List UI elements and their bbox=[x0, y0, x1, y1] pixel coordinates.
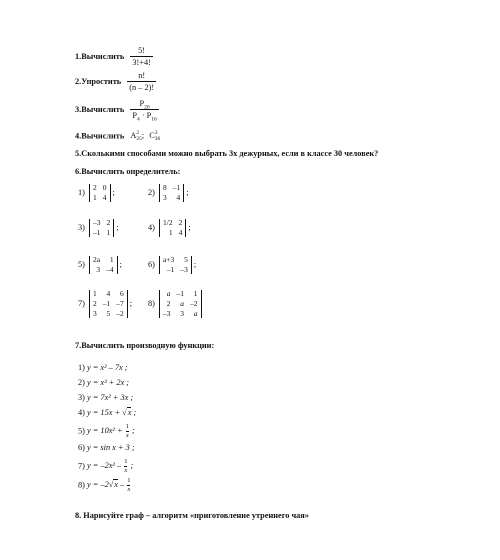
task-3-den-p2: P bbox=[146, 111, 152, 121]
deriv-2-number: 2) bbox=[78, 378, 85, 387]
deriv-3 bbox=[78, 393, 133, 402]
deriv-4-part-b: ; bbox=[131, 408, 137, 417]
det-5 bbox=[78, 256, 122, 274]
det-5-matrix bbox=[89, 256, 118, 274]
deriv-4-part-a: y = 15x + bbox=[87, 408, 123, 417]
deriv-2 bbox=[78, 378, 129, 387]
task-3-denominator bbox=[130, 109, 158, 123]
det-cell: 2 bbox=[178, 218, 183, 227]
deriv-7-number: 7) bbox=[78, 461, 85, 471]
task-3-label: 3.Вычислить bbox=[75, 105, 125, 115]
deriv-6 bbox=[78, 443, 135, 452]
det-1 bbox=[78, 184, 115, 202]
deriv-7 bbox=[78, 459, 133, 474]
det-1-matrix bbox=[89, 184, 111, 202]
task-3-fraction bbox=[130, 100, 158, 121]
task-1 bbox=[75, 47, 153, 68]
task-4-a-sup: 2 bbox=[136, 130, 140, 136]
det-2-matrix bbox=[159, 184, 184, 202]
det-cell: 1 bbox=[168, 227, 173, 237]
det-cell: 2 bbox=[93, 183, 97, 192]
task-4-a-sub: 25 bbox=[136, 135, 142, 142]
det-cell: –3 bbox=[93, 218, 101, 227]
det-7-semicolon: ; bbox=[129, 299, 133, 309]
det-cell: 4 bbox=[176, 192, 181, 202]
deriv-7-fraction bbox=[124, 459, 127, 474]
det-4 bbox=[148, 219, 191, 237]
deriv-5-part-a: y = 10x² + bbox=[87, 426, 125, 436]
deriv-5-number: 5) bbox=[78, 426, 85, 436]
det-cell: 5 bbox=[184, 255, 188, 264]
det-cell: 2 bbox=[93, 298, 97, 308]
det-cell: a bbox=[193, 308, 198, 318]
det-8-label: 8) bbox=[148, 299, 155, 309]
det-4-semicolon: ; bbox=[188, 223, 191, 233]
deriv-1-number: 1) bbox=[78, 363, 85, 372]
det-cell: a+3 bbox=[163, 255, 175, 264]
det-cell: 3 bbox=[93, 308, 97, 318]
det-4-label: 4) bbox=[148, 223, 155, 233]
det-cell: 2 bbox=[106, 218, 111, 227]
deriv-5-fden: x bbox=[125, 431, 129, 439]
task-2-fraction bbox=[127, 72, 156, 93]
task-4-sep: ; bbox=[141, 131, 145, 141]
det-cell: –3 bbox=[163, 308, 171, 318]
deriv-5-fraction bbox=[126, 424, 129, 439]
deriv-4 bbox=[78, 408, 136, 417]
deriv-3-number: 3) bbox=[78, 393, 85, 402]
task-1-denominator: 3!+4! bbox=[132, 58, 151, 68]
deriv-7-part-b: ; bbox=[128, 461, 134, 471]
deriv-2-expr: y = x³ + 2x ; bbox=[87, 378, 130, 387]
det-cell: –1 bbox=[102, 298, 111, 308]
det-1-label: 1) bbox=[78, 188, 85, 198]
deriv-7-fnum: 1 bbox=[124, 458, 128, 465]
task-4-c-sub: 36 bbox=[154, 135, 161, 142]
det-cell: –1 bbox=[172, 183, 181, 192]
task-1-label: 1.Вычислить bbox=[75, 52, 125, 62]
det-7 bbox=[78, 290, 132, 318]
deriv-4-number: 4) bbox=[78, 408, 85, 417]
det-1-semicolon: ; bbox=[112, 188, 115, 198]
det-cell: 4 bbox=[178, 227, 183, 237]
task-3-den-dot: · bbox=[141, 111, 145, 121]
deriv-5 bbox=[78, 424, 135, 439]
deriv-6-number: 6) bbox=[78, 443, 85, 452]
task-2 bbox=[75, 72, 156, 93]
det-cell: –2 bbox=[190, 298, 198, 308]
det-5-label: 5) bbox=[78, 260, 85, 270]
deriv-3-expr: y = 7x² + 3x ; bbox=[87, 393, 134, 402]
det-cell: –4 bbox=[106, 264, 114, 274]
det-4-matrix bbox=[159, 219, 186, 237]
task-3-num-p: P bbox=[139, 99, 145, 108]
det-cell: 1 bbox=[93, 289, 97, 298]
task-4 bbox=[75, 131, 160, 142]
deriv-1 bbox=[78, 363, 128, 372]
det-cell: a bbox=[166, 289, 171, 298]
det-cell: 0 bbox=[102, 183, 107, 192]
task-1-numerator: 5! bbox=[138, 46, 146, 55]
det-cell: 2 bbox=[166, 298, 171, 308]
det-2-semicolon: ; bbox=[186, 188, 189, 198]
task-4-expression bbox=[130, 131, 160, 140]
det-cell: 2a bbox=[93, 255, 101, 264]
det-7-label: 7) bbox=[78, 299, 85, 309]
deriv-8-expr: y = –2√x – $\frac{1}{x}$ bbox=[87, 477, 131, 493]
task-1-fraction bbox=[130, 47, 153, 68]
deriv-8-fnum: 1 bbox=[127, 477, 131, 484]
det-cell: 1 bbox=[93, 192, 97, 202]
det-cell: –1 bbox=[166, 264, 175, 274]
det-6 bbox=[148, 256, 196, 274]
det-cell: –7 bbox=[116, 298, 124, 308]
det-cell: 1/2 bbox=[163, 218, 173, 227]
task-8-text: 8. Нарисуйте граф – алгоритм «приготовление утреннего чая» bbox=[75, 511, 309, 520]
deriv-1-expr: y = x² – 7x ; bbox=[87, 363, 128, 372]
task-4-label: 4.Вычислить bbox=[75, 131, 125, 141]
deriv-6-expr: y = sin x + 3 ; bbox=[87, 443, 135, 452]
det-5-semicolon: ; bbox=[119, 260, 122, 270]
det-2 bbox=[148, 184, 189, 202]
det-cell: –1 bbox=[93, 227, 101, 237]
det-cell: 3 bbox=[163, 192, 167, 202]
det-3-label: 3) bbox=[78, 223, 85, 233]
det-cell: 1 bbox=[193, 289, 198, 298]
task-3-den-sub2: 16 bbox=[151, 116, 157, 123]
task-3-den-sub1: 4 bbox=[136, 116, 140, 123]
det-cell: a bbox=[180, 298, 184, 308]
deriv-5-fnum: 1 bbox=[125, 423, 129, 430]
deriv-4-expr: y = 15x + √x ; bbox=[87, 408, 137, 417]
deriv-7-fden: x bbox=[124, 466, 128, 474]
task-2-numerator: n! bbox=[138, 71, 146, 80]
task-4-c-sup: 3 bbox=[154, 130, 158, 136]
det-cell: 5 bbox=[106, 308, 111, 318]
det-6-matrix bbox=[159, 256, 192, 274]
det-cell: 4 bbox=[106, 289, 111, 298]
det-cell: 1 bbox=[106, 227, 111, 237]
task-5-text: 5.Сколькими способами можно выбрать 3х дежурных, если в классе 30 человек? bbox=[75, 149, 379, 158]
det-cell: 3 bbox=[96, 264, 101, 274]
deriv-5-part-b: ; bbox=[129, 426, 135, 436]
det-cell: 8 bbox=[163, 183, 167, 192]
det-3 bbox=[78, 219, 119, 237]
task-6-heading: 6.Вычислить определитель: bbox=[75, 167, 181, 176]
det-8-matrix bbox=[159, 290, 202, 318]
det-cell: 4 bbox=[102, 192, 107, 202]
deriv-8-part-mid: – bbox=[117, 480, 127, 490]
det-8 bbox=[148, 290, 202, 318]
deriv-5-expr bbox=[87, 423, 135, 439]
det-cell: 1 bbox=[109, 255, 114, 264]
task-3-numerator bbox=[138, 100, 152, 109]
det-3-semicolon: ; bbox=[116, 223, 119, 233]
det-cell: –3 bbox=[180, 264, 188, 274]
det-cell: 3 bbox=[180, 308, 184, 318]
deriv-8-fden: x bbox=[127, 485, 131, 493]
det-6-label: 6) bbox=[148, 260, 155, 270]
deriv-8-fraction bbox=[127, 478, 130, 493]
det-cell: –1 bbox=[176, 289, 184, 298]
deriv-8-number: 8) bbox=[78, 480, 85, 490]
deriv-7-part-a: y = –2x² – bbox=[87, 461, 124, 471]
deriv-8 bbox=[78, 478, 132, 493]
deriv-8-sqrt: x bbox=[114, 480, 118, 490]
deriv-8-part-a: y = –2 bbox=[87, 480, 109, 490]
deriv-4-sqrt: x bbox=[127, 408, 132, 417]
task-3-den-p1: P bbox=[132, 111, 137, 121]
task-4-a: A bbox=[130, 131, 137, 141]
task-4-c: C bbox=[149, 131, 155, 141]
det-3-matrix bbox=[89, 219, 114, 237]
task-2-label: 2.Упростить bbox=[75, 77, 122, 87]
task-2-denominator: (n – 2)! bbox=[129, 83, 155, 93]
deriv-7-expr bbox=[87, 458, 134, 474]
det-7-matrix bbox=[89, 290, 128, 318]
det-cell: 6 bbox=[120, 289, 124, 298]
task-3-num-sub: 20 bbox=[144, 104, 150, 111]
det-cell: –2 bbox=[116, 308, 124, 318]
task-3 bbox=[75, 100, 159, 121]
det-2-label: 2) bbox=[148, 188, 155, 198]
task-7-heading: 7.Вычислить производную функции: bbox=[75, 341, 215, 350]
det-6-semicolon: ; bbox=[193, 260, 197, 270]
